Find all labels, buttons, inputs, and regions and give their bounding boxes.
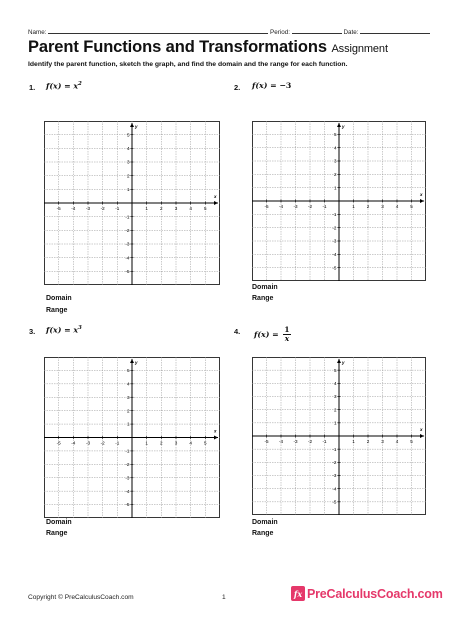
page-title [28,38,388,57]
y-axis-label: y [342,360,345,365]
x-tick-label: -5 [56,440,61,446]
problem-2-function [252,81,291,90]
y-tick-label: -4 [125,488,130,494]
x-tick-label: 1 [145,206,148,211]
x-tick-label: 5 [204,206,207,211]
title-main: Parent Functions and Transformations [28,38,327,56]
x-tick-label: -3 [293,204,298,209]
y-tick-label: 2 [333,171,337,177]
x-tick-label: -4 [71,440,76,446]
y-tick-label: -4 [332,251,337,257]
problem-4-function [254,326,291,343]
x-tick-label: 3 [381,204,384,209]
y-tick-label: 5 [126,368,130,374]
y-tick-label: -2 [125,227,130,233]
x-tick-label: -2 [307,204,313,209]
x-axis-label: x [214,428,217,434]
y-tick-label: 5 [333,131,337,137]
x-tick-label: 3 [174,206,178,211]
title-suffix: Assignment [331,43,388,55]
y-tick-label: -5 [332,499,337,505]
brand-logo[interactable] [291,586,443,601]
x-tick-label: -3 [85,440,91,446]
y-tick-label: 4 [333,145,337,151]
y-tick-label: -4 [332,486,337,492]
x-axis-label: x [214,194,217,199]
problem-2-number: 2. [234,83,241,92]
problem-3-exponent: 3 [78,325,82,331]
x-tick-label: 4 [395,204,399,209]
x-tick-label: 3 [381,439,384,444]
domain-label-4: Domain [252,519,278,526]
coordinate-grid-2[interactable] [252,121,426,281]
y-tick-label: 4 [333,380,337,386]
x-tick-label: -5 [56,206,61,211]
y-tick-label: -5 [332,265,337,271]
y-tick-label: 4 [126,145,130,151]
x-tick-label: 1 [352,204,355,209]
y-tick-label: -1 [332,446,337,452]
x-axis-arrow-icon [420,434,424,438]
range-label-3: Range [46,530,68,537]
x-tick-label: 2 [160,440,163,446]
y-tick-label: 2 [126,408,130,414]
y-axis-arrow-icon [337,359,341,363]
problem-1-lhs: f(x) = [46,81,74,91]
fraction-numerator: 1 [284,325,290,334]
problem-1-number: 1. [29,83,36,92]
y-tick-label: 1 [333,185,337,191]
range-label-2: Range [252,295,274,302]
problem-4-number: 4. [234,327,241,336]
x-tick-label: -4 [278,439,284,444]
y-tick-label: 3 [126,394,130,400]
x-tick-label: -3 [293,439,298,444]
y-tick-label: -5 [125,502,130,508]
domain-label-3: Domain [46,519,72,526]
problem-3-number: 3. [29,327,36,336]
page-number: 1 [222,594,226,601]
x-tick-label: -5 [264,204,269,209]
y-tick-label: 3 [126,159,130,165]
problem-1-exponent: 2 [78,81,82,87]
fraction-denominator: x [284,334,290,343]
y-tick-label: 1 [126,186,130,192]
coordinate-grid-4[interactable] [252,357,426,515]
y-tick-label: -1 [125,214,130,220]
header-fields [28,27,430,36]
y-axis-label: y [135,124,138,129]
x-tick-label: -2 [100,206,105,211]
range-label-1: Range [46,307,68,314]
problem-4-lhs: f(x) = [254,330,282,339]
x-tick-label: 1 [145,440,148,446]
y-axis-arrow-icon [130,359,134,363]
range-label-4: Range [252,530,274,537]
y-axis-label: y [135,360,138,365]
domain-label-1: Domain [46,295,72,302]
problem-3-function [46,325,82,335]
x-tick-label: -4 [278,204,284,209]
y-tick-label: -1 [125,448,130,454]
x-axis-label: x [420,192,423,197]
problem-2-lhs: f(x) = [252,81,280,90]
y-tick-label: -3 [332,238,337,244]
x-tick-label: -3 [85,206,91,211]
y-tick-label: -1 [332,211,337,217]
y-tick-label: -3 [125,241,130,247]
x-tick-label: -2 [100,440,105,446]
brand-name: PreCalculusCoach.com [307,586,443,601]
y-tick-label: -3 [125,475,130,481]
x-tick-label: 5 [410,204,413,209]
date-field[interactable] [360,27,430,34]
period-label: Period: [270,29,290,36]
x-tick-label: -2 [307,439,313,444]
y-tick-label: -2 [125,461,130,467]
problem-3-lhs: f(x) = [46,325,74,335]
x-tick-label: -1 [322,439,327,444]
x-tick-label: -1 [115,206,120,211]
y-tick-label: 1 [126,421,130,427]
copyright: Copyright © PreCalculusCoach.com [28,594,134,601]
y-axis-arrow-icon [130,123,134,127]
domain-label-2: Domain [252,284,278,291]
y-tick-label: 5 [126,132,130,138]
name-label: Name: [28,29,47,36]
x-axis-arrow-icon [214,436,218,440]
y-tick-label: -4 [125,255,130,261]
y-tick-label: -2 [332,459,337,465]
y-axis-arrow-icon [337,123,341,127]
x-tick-label: 5 [204,440,207,446]
x-axis-arrow-icon [420,199,424,203]
problem-1-rhs: x [73,81,78,91]
y-tick-label: 3 [333,394,337,400]
x-axis-arrow-icon [214,201,218,205]
x-axis-label: x [420,427,423,432]
y-tick-label: -3 [332,473,337,479]
y-tick-label: -5 [125,268,130,274]
date-label: Date: [343,29,359,36]
x-tick-label: 4 [189,440,192,446]
x-tick-label: 5 [410,439,413,444]
x-tick-label: 2 [366,439,370,444]
instructions: Identify the parent function, sketch the graph, and find the domain and the range for each function. [28,61,348,68]
x-tick-label: -5 [264,439,269,444]
y-axis-label: y [342,124,345,129]
y-tick-label: 4 [126,381,130,387]
y-tick-label: 2 [126,173,130,179]
x-tick-label: 2 [366,204,370,209]
problem-2-rhs: −3 [279,81,292,90]
x-tick-label: -1 [115,440,120,446]
fx-logo-icon: fx [291,586,305,601]
y-tick-label: 1 [333,420,337,426]
name-field[interactable] [48,27,268,34]
x-tick-label: 1 [352,439,355,444]
coordinate-grid-1[interactable] [44,121,220,285]
x-tick-label: 4 [395,439,399,444]
x-tick-label: 4 [189,206,192,211]
x-tick-label: -4 [71,206,76,211]
problem-3-rhs: x [73,325,78,335]
x-tick-label: -1 [322,204,327,209]
y-tick-label: 3 [333,158,337,164]
coordinate-grid-3[interactable] [44,357,220,518]
x-tick-label: 2 [160,206,163,211]
period-field[interactable] [292,27,342,34]
y-tick-label: 2 [333,407,337,413]
y-tick-label: -2 [332,225,337,231]
problem-1-function [46,81,82,91]
y-tick-label: 5 [333,367,337,373]
x-tick-label: 3 [174,440,178,446]
problem-4-fraction [283,326,290,343]
